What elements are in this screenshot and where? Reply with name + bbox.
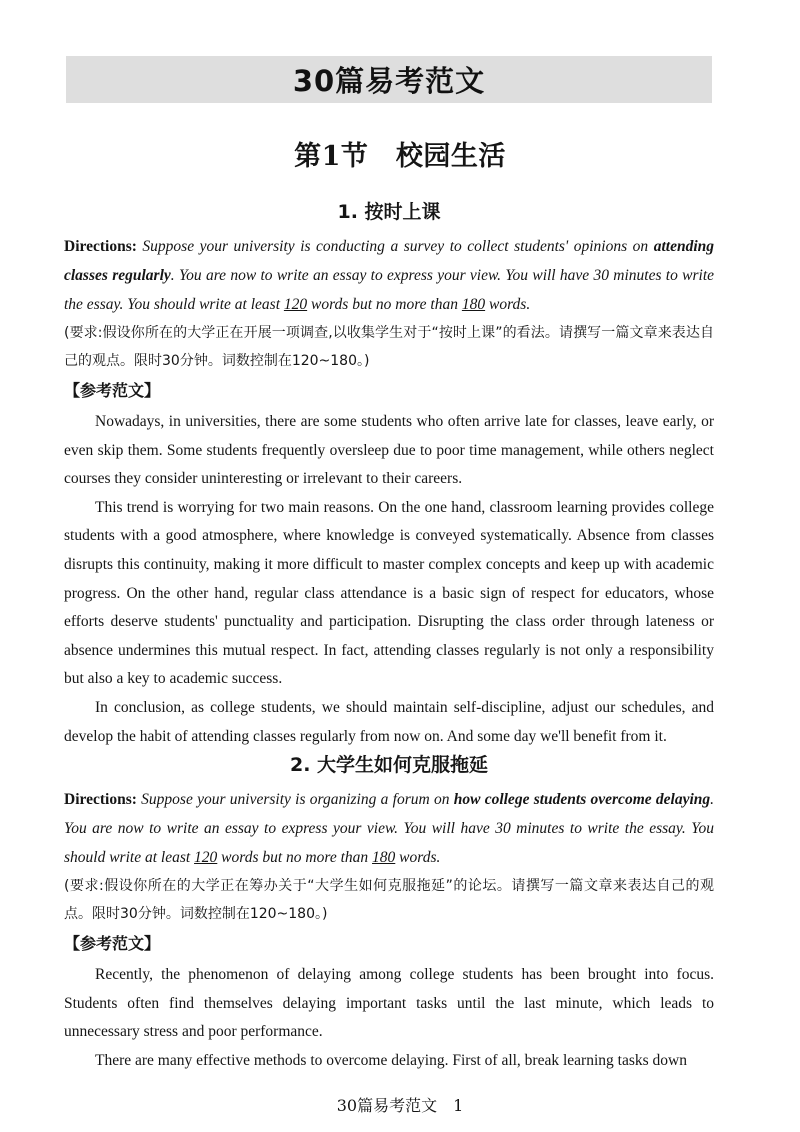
directions-label: Directions: xyxy=(64,791,137,809)
directions-text: Suppose your university is conducting a survey to collect students' opinions on xyxy=(136,238,654,255)
essay-paragraph: In conclusion, as college students, we should maintain self-discipline, adjust our schedules, and develop the habit of attending classes regularly from now on. And some day we'll benefit from it. xyxy=(64,698,714,745)
directions-topic: how college students overcome delaying xyxy=(453,791,711,809)
directions-text: words. xyxy=(395,849,441,867)
essay-paragraph: There are many effective methods to overcome delaying. First of all, break learning tasks down xyxy=(95,1051,687,1069)
essay-2 xyxy=(64,751,714,1075)
directions-text: Suppose your university is organizing a forum on xyxy=(136,791,454,809)
requirement: (要求:假设你所在的大学正在开展一项调查,以收集学生对于“按时上课”的看法。请撰写一篇文章来表达自己的观点。限时30分钟。词数控制在120~180。) xyxy=(64,325,714,369)
directions-text: . You are now to write an essay to express your view. You will have 30 minutes to write the essay. You should write at least xyxy=(64,791,715,867)
min-words: 120 xyxy=(194,849,218,867)
page-banner xyxy=(66,56,712,103)
directions xyxy=(64,785,714,872)
section-title: 第1节 校园生活 xyxy=(294,141,506,172)
requirement: (要求:假设你所在的大学正在筹办关于“大学生如何克服拖延”的论坛。请撰写一篇文章来表达自己的观点。限时30分钟。词数控制在120~180。) xyxy=(64,878,714,923)
banner-title: 30篇易考范文 xyxy=(292,64,486,98)
essay-paragraph: This trend is worrying for two main reasons. On the one hand, classroom learning provides college students with a good atmosphere, where knowledge is conveyed systematically. Absence from classes disrupts this continuity, making it more difficult to master complex concepts and keep up with academic progress. On the other hand, regular class attendance is a basic sign of respect for educators, whose efforts deserve students' punctuality and participation. Disrupting the class order through lateness or absence undermines this mutual respect. In fact, attending classes regularly is not only a responsibility but also a key to academic success. xyxy=(64,498,714,688)
directions xyxy=(64,232,714,319)
max-words: 180 xyxy=(461,296,486,313)
directions-text: words but no more than xyxy=(217,849,373,867)
max-words: 180 xyxy=(372,849,396,867)
essay-paragraph: Nowadays, in universities, there are some students who often arrive late for classes, leave early, or even skip them. Some students frequently oversleep due to poor time management, while others neglect courses they consider uninteresting or irrelevant to their careers. xyxy=(64,413,714,488)
reference-label: 【参考范文】 xyxy=(64,934,161,954)
essay-title: 1. 按时上课 xyxy=(337,201,441,223)
reference-label: 【参考范文】 xyxy=(64,381,161,400)
directions-text: . You are now to write an essay to express your view. You will have 30 minutes to write the essay. You should write at least xyxy=(64,267,715,313)
essay-paragraph: Recently, the phenomenon of delaying among college students has been brought into focus. Students often find themselves delaying important tasks until the last minute, which leads to unnecessary stress and poor performance. xyxy=(64,966,714,1041)
essay-1 xyxy=(64,198,714,751)
directions-topic: attending classes regularly xyxy=(64,238,714,284)
directions-label: Directions: xyxy=(64,238,137,255)
directions-text: words but no more than xyxy=(307,296,462,313)
min-words: 120 xyxy=(283,296,308,313)
content xyxy=(64,198,714,1076)
directions-text: words. xyxy=(485,296,531,313)
essay-title: 2. 大学生如何克服拖延 xyxy=(289,754,489,777)
page-footer: 30篇易考范文 1 xyxy=(336,1096,464,1115)
